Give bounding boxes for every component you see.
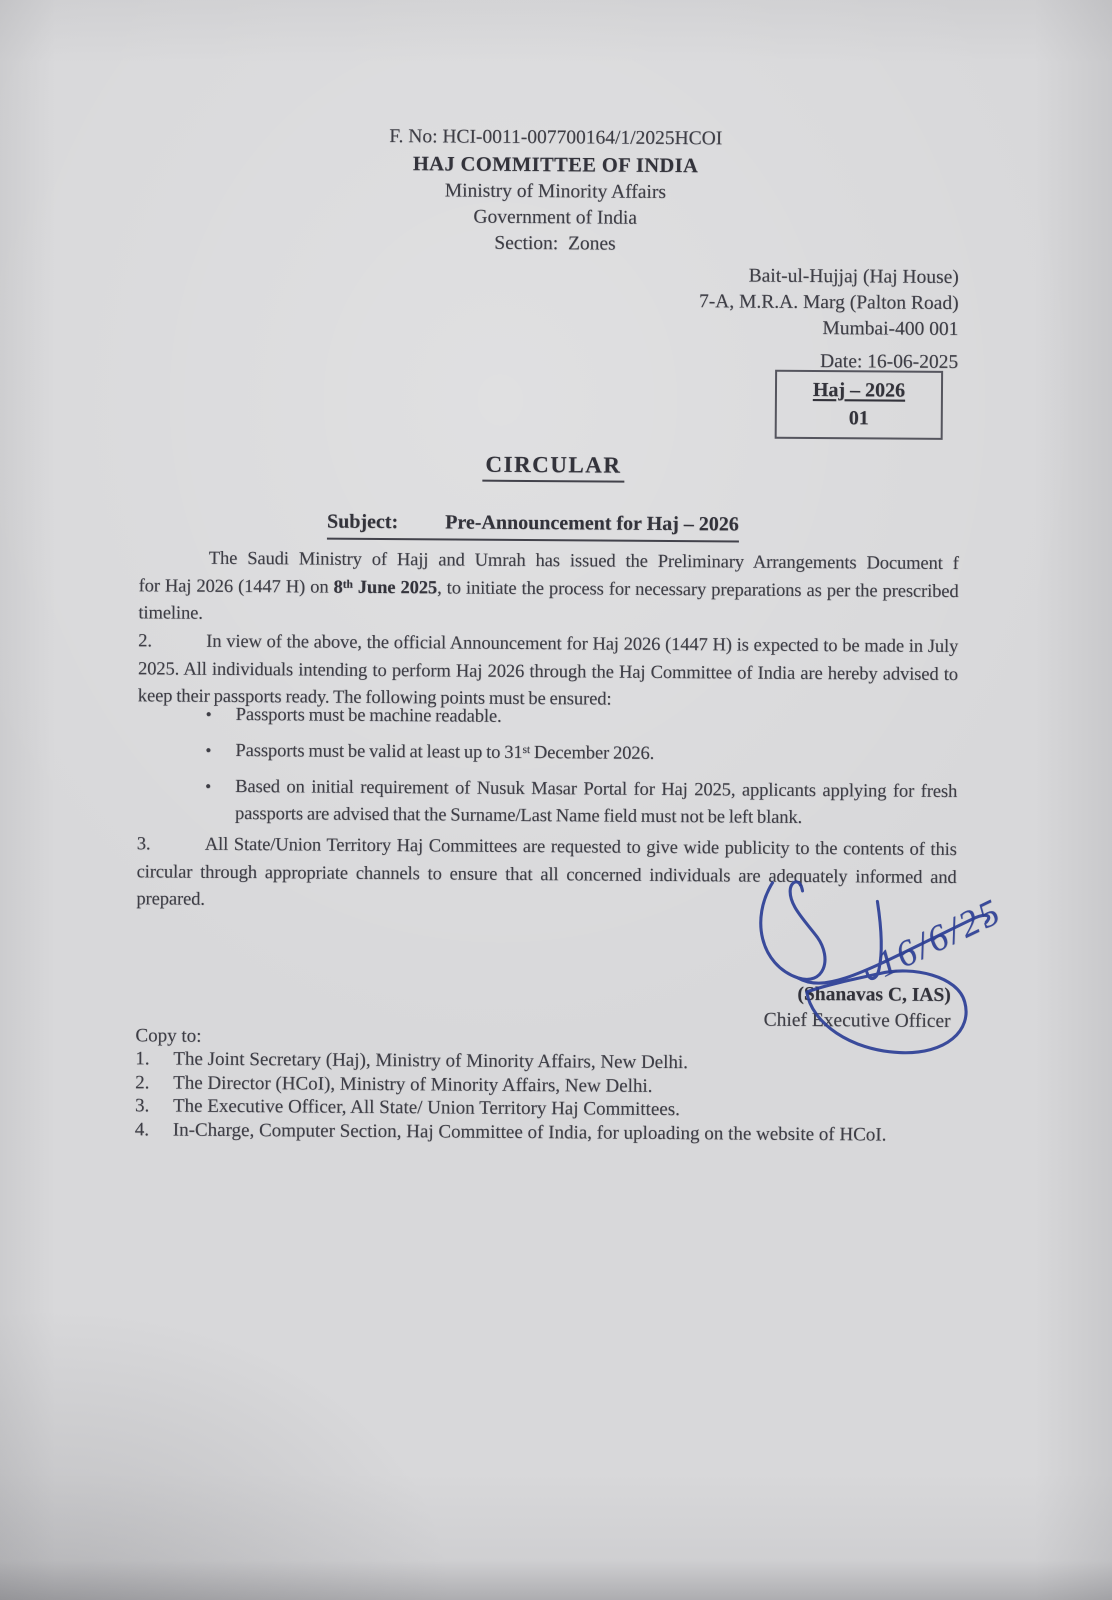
address-line: Mumbai-400 001 (822, 318, 959, 340)
paragraph-2-number: 2. (138, 631, 152, 652)
bullet-marker: • (205, 704, 212, 724)
reference-box-title: Haj – 2026 (812, 378, 906, 402)
subject-text: Pre-Announcement for Haj – 2026 (445, 511, 739, 536)
bullet-marker: • (205, 740, 212, 760)
copy-to-block (135, 1024, 976, 1147)
file-number: F. No: HCI-0011-007700164/1/2025HCOI (389, 126, 723, 150)
copy-to-item: 1. The Joint Secretary (Haj), Ministry of Minority Affairs, New Delhi. (135, 1048, 689, 1074)
bullet-item-surname-field: • Based on initial requirement of Nusuk Masar Portal for Haj 2025, applicants applying for fresh passports are advised that the Surname/Last Name field must not be left blank. (137, 773, 957, 833)
government-line: Government of India (473, 206, 638, 229)
section-line: Section: Zones (494, 232, 616, 255)
subject-label: Subject: (326, 510, 399, 534)
subject-line (327, 511, 739, 543)
paragraph-1-continuation: for Haj 2026 (1447 H) on 8th June 2025, to initiate the process for necessary preparations as per the prescribed timeline. (138, 575, 959, 624)
document-date: Date: 16-06-2025 (820, 351, 959, 373)
handwritten-date: 16/6/25 (870, 890, 1009, 986)
copy-to-label: Copy to: (135, 1025, 202, 1047)
copy-to-item: 4. In-Charge, Computer Section, Haj Committee of India, for uploading on the website of HCoI. (134, 1118, 887, 1146)
bullet-item-machine-readable: • Passports must be machine readable. (138, 701, 958, 734)
haj-reference-box (775, 370, 943, 440)
reference-box-number: 01 (848, 407, 869, 430)
paragraph-2-text: In view of the above, the official Announcement for Haj 2026 (1447 H) is expected to be made in July 2025. All individuals intending to perform Haj 2026 through the Haj Committee of India are hereby advised to keep their passports ready. The following points must be ensured: (137, 631, 959, 710)
paragraph-1-line-1: The Saudi Ministry of Hajj and Umrah has issued the Preliminary Arrangements Document f (208, 548, 959, 575)
signature-loop-stroke (760, 882, 825, 980)
paragraph-3-number: 3. (136, 834, 151, 855)
signatory-name: (Shanavas C, IAS) (797, 983, 951, 1006)
organization-name: HAJ COMMITTEE OF INDIA (412, 153, 699, 178)
copy-to-item: 3. The Executive Officer, All State/ Union Territory Haj Committees. (134, 1095, 680, 1121)
bullet-marker: • (205, 776, 212, 796)
bold-announcement-date: 8th June 2025 (333, 577, 438, 598)
copy-to-item: 2. The Director (HCoI), Ministry of Minority Affairs, New Delhi. (135, 1072, 653, 1097)
office-address-block (698, 263, 958, 376)
signatory-title: Chief Executive Officer (763, 1009, 951, 1032)
address-line: Bait-ul-Hujjaj (Haj House) (748, 265, 959, 288)
bullet-item-validity: • Passports must be valid at least up to 31st December 2026. (137, 737, 957, 770)
requirements-bullet-list (137, 701, 958, 842)
paragraph-3-text: All State/Union Territory Haj Committees are requested to give wide publicity to the contents of this circular through appropriate channels to ensure that all concerned individuals are adequately informed and prepared. (136, 834, 957, 910)
letterhead (0, 120, 1112, 261)
document-title-text: CIRCULAR (482, 452, 624, 483)
document-title (0, 448, 1110, 486)
address-line: 7-A, M.R.A. Marg (Palton Road) (698, 291, 959, 314)
ministry-line: Ministry of Minority Affairs (444, 180, 667, 203)
paragraph-1 (138, 545, 959, 633)
